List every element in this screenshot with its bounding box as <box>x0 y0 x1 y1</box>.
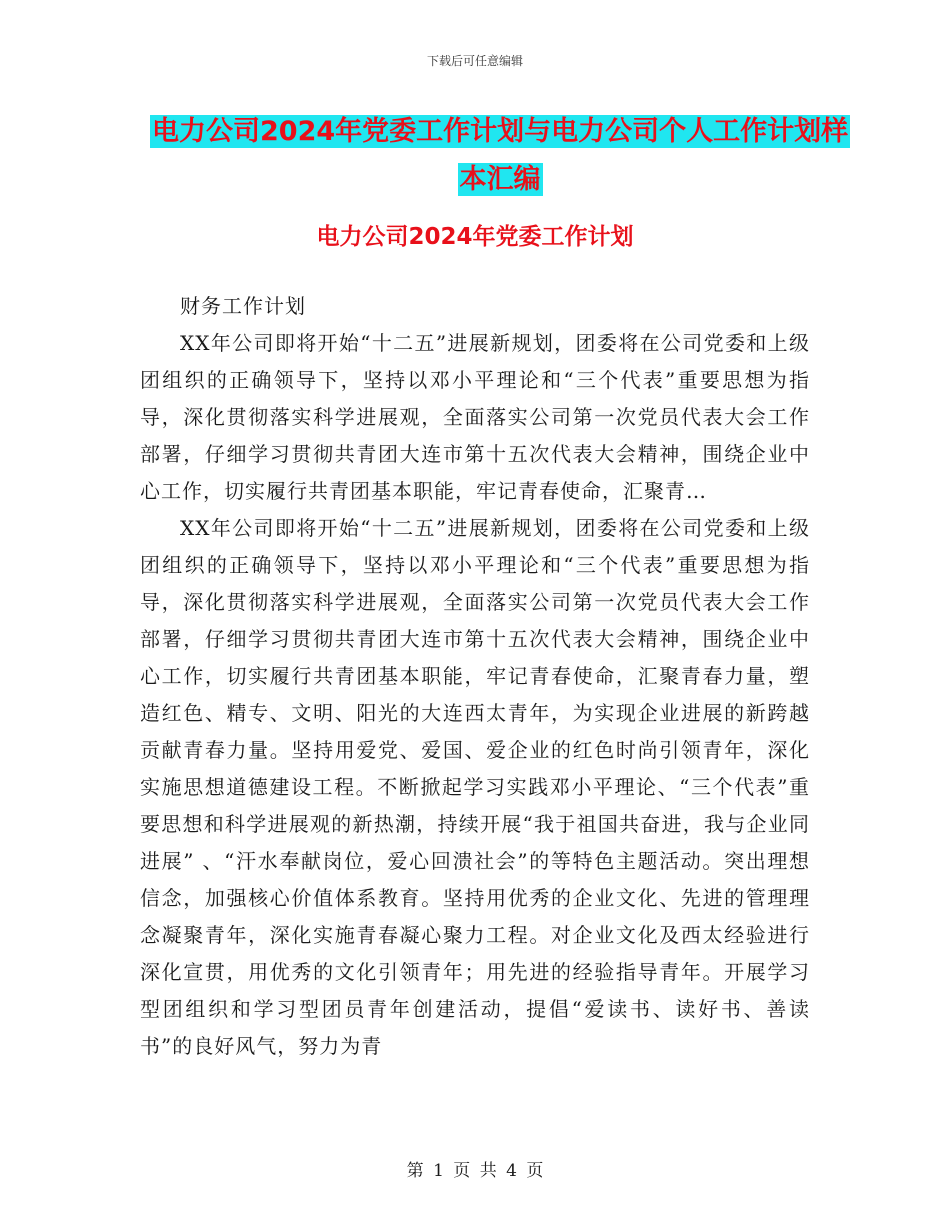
document-title <box>150 108 850 204</box>
document-body <box>140 288 810 1065</box>
paragraph-1: 财务工作计划 <box>180 294 306 318</box>
page-footer: 第 1 页 共 4 页 <box>406 1161 544 1181</box>
document-title-text: 电力公司2024年党委工作计划与电力公司个人工作计划样本汇编 <box>152 116 849 195</box>
paragraph-2: XX年公司即将开始“十二五”进展新规划，团委将在公司党委和上级团组织的正确领导下，坚持以邓小平理论和“三个代表”重要思想为指导，深化贯彻落实科学进展观，全面落实公司第一次党员代表大会工作部署，仔细学习贯彻共青团大连市第十五次代表大会精神，围绕企业中心工作，切实履行共青团基本职能，牢记青春使命，汇聚青… <box>140 331 810 503</box>
paragraph-3: XX年公司即将开始“十二五”进展新规划，团委将在公司党委和上级团组织的正确领导下，坚持以邓小平理论和“三个代表”重要思想为指导，深化贯彻落实科学进展观，全面落实公司第一次党员代表大会工作部署，仔细学习贯彻共青团大连市第十五次代表大会精神，围绕企业中心工作，切实履行共青团基本职能，牢记青春使命，汇聚青春力量，塑造红色、精专、文明、阳光的大连西太青年，为实现企业进展的新跨越贡献青春力量。坚持用爱党、爱国、爱企业的红色时尚引领青年，深化实施思想道德建设工程。不断掀起学习实践邓小平理论、“三个代表”重要思想和科学进展观的新热潮，持续开展“我于祖国共奋进，我与企业同进展” 、“汗水奉献岗位，爱心回溃社会”的等特色主题活动。突出理想信念，加强核心价值体系教育。坚持用优秀的企业文化、先进的管理理念凝聚青年，深化实施青春凝心聚力工程。对企业文化及西太经验进行深化宣贯，用优秀的文化引领青年；用先进的经验指导青年。开展学习型团组织和学习型团员青年创建活动，提倡“爱读书、读好书、善读书”的良好风气，努力为青 <box>140 516 810 1058</box>
section-title: 电力公司2024年党委工作计划 <box>316 224 634 250</box>
header-note: 下载后可任意编辑 <box>426 54 523 68</box>
